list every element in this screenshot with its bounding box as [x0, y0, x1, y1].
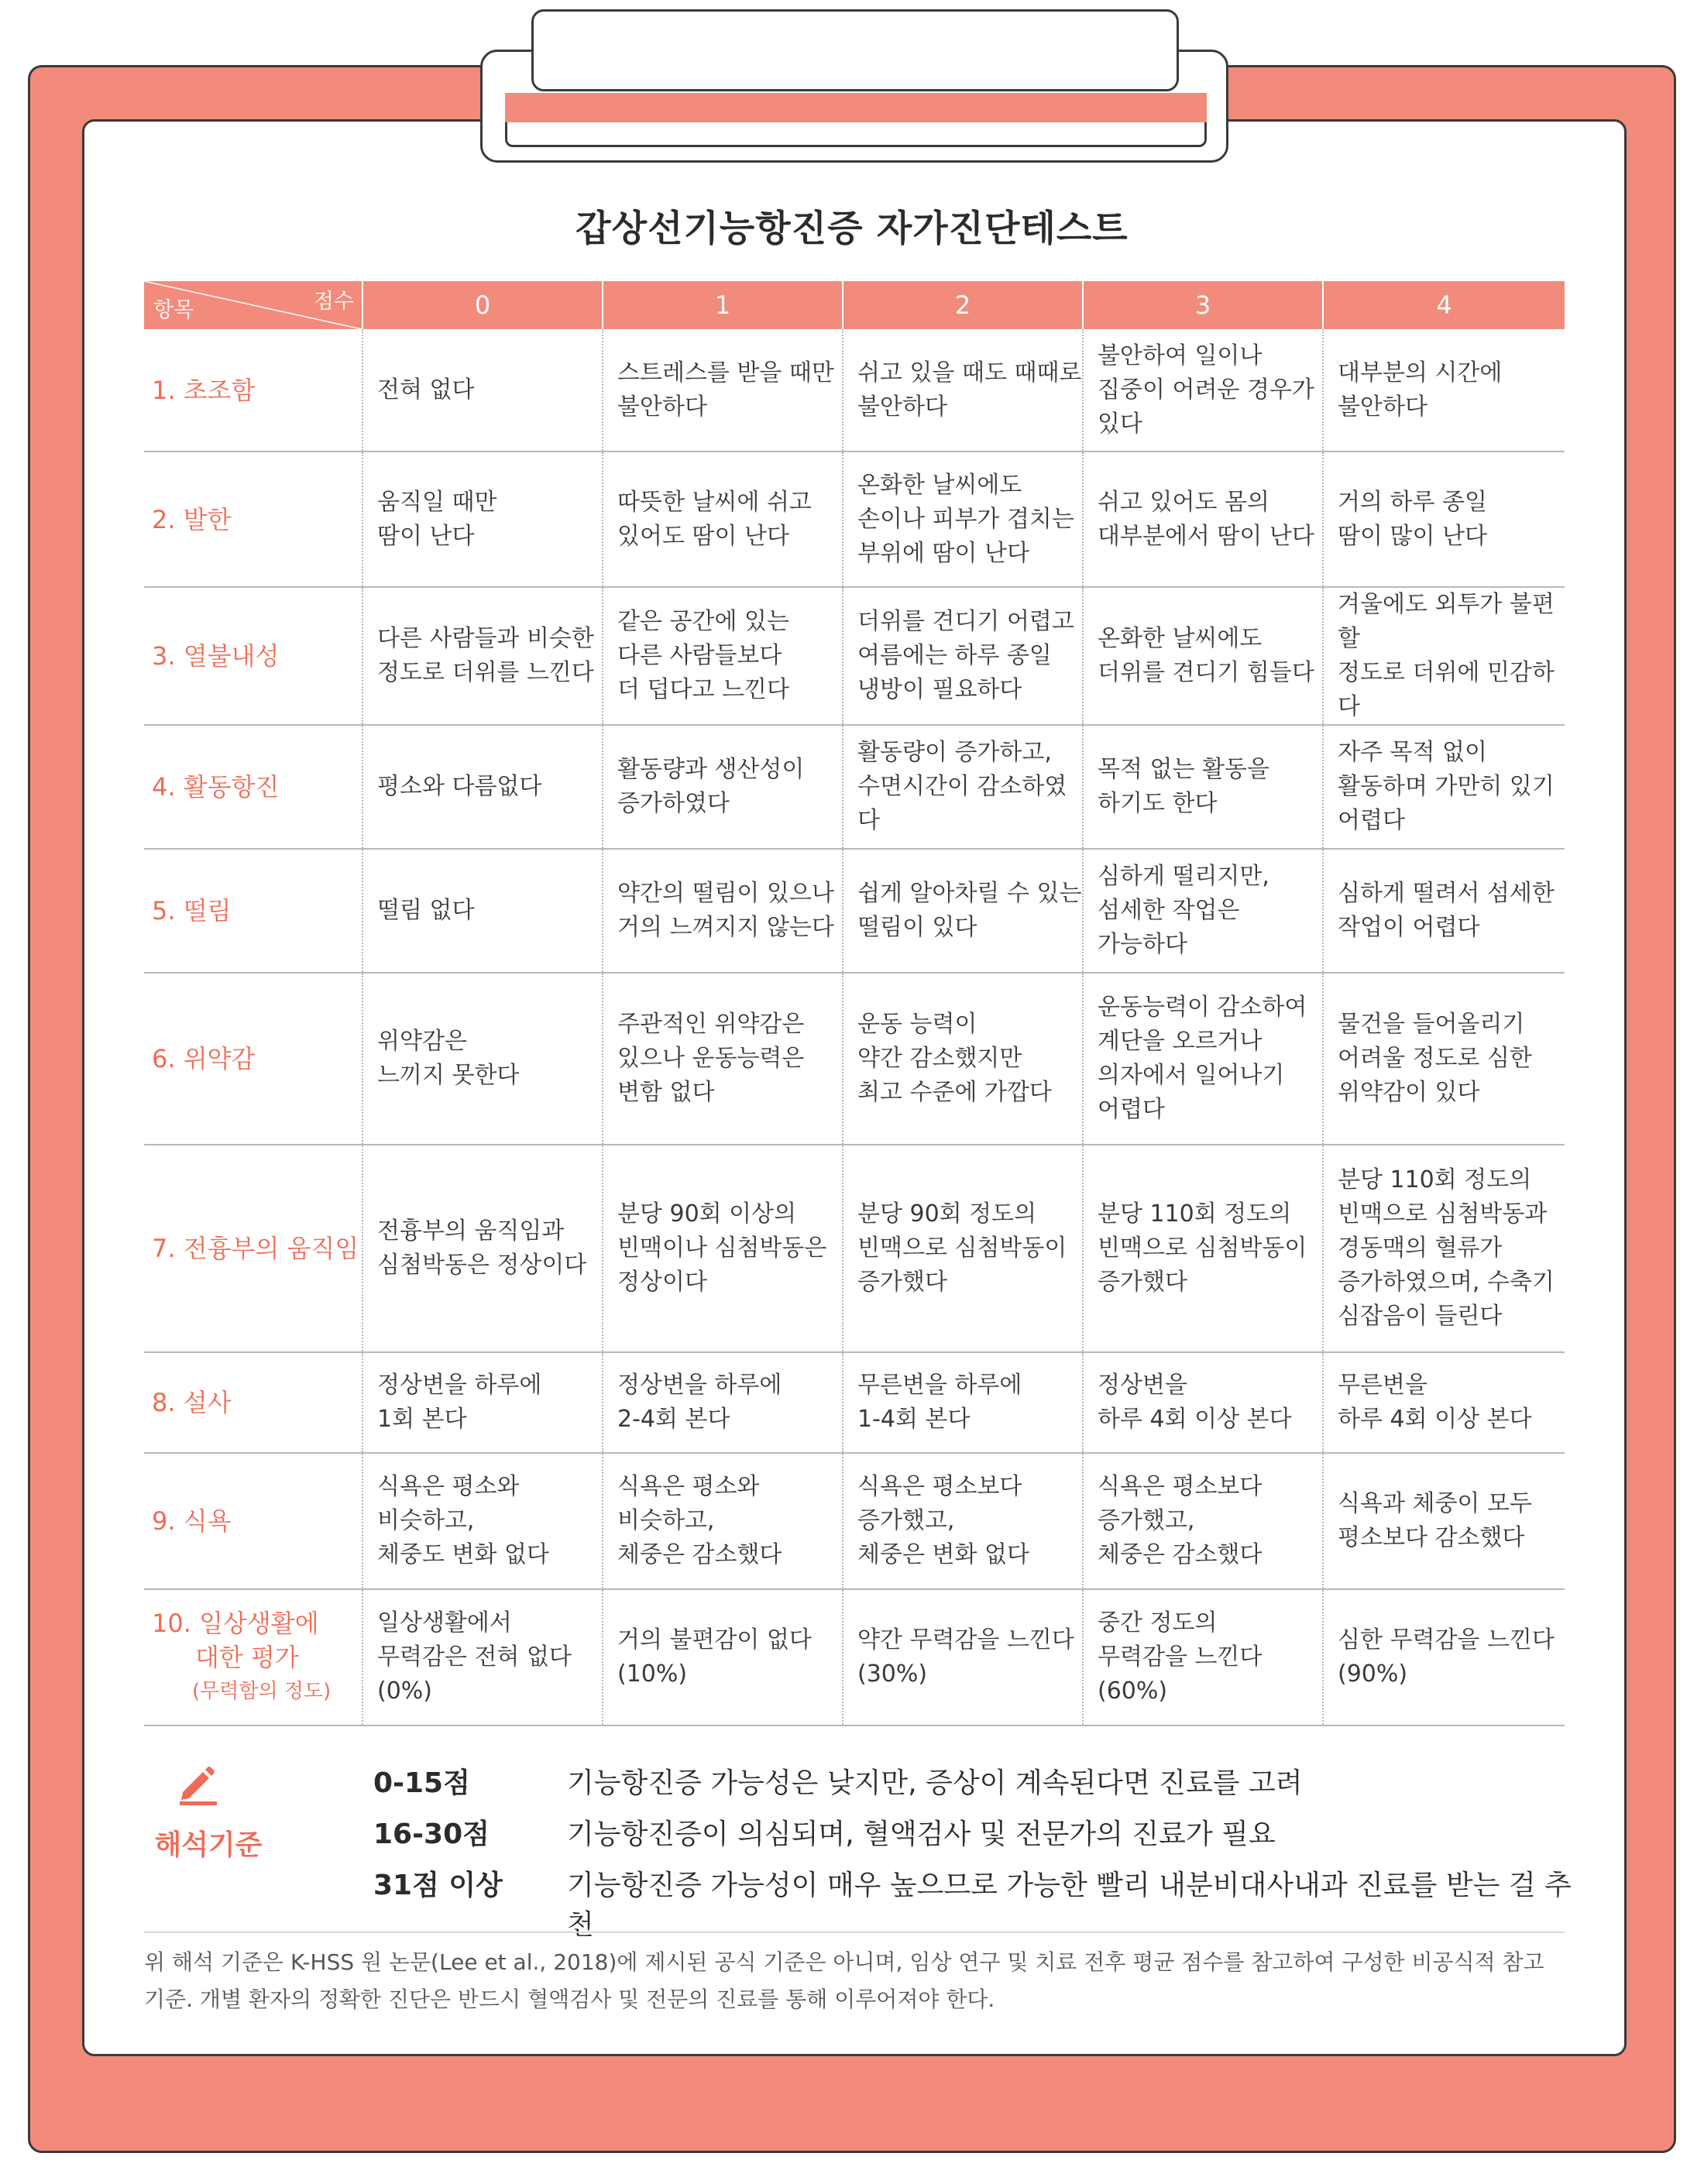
score-cell: 분당 90회 정도의 빈맥으로 심첨박동이 증가했다 [843, 1145, 1083, 1352]
item-label: 10. 일상생활에 [152, 1609, 319, 1638]
score-cell: 쉬고 있어도 몸의 대부분에서 땀이 난다 [1083, 452, 1323, 587]
score-cell: 전혀 없다 [362, 329, 603, 452]
score-cell: 심하게 떨리지만, 섬세한 작업은 가능하다 [1083, 849, 1323, 973]
score-cell: 주관적인 위약감은 있으나 운동능력은 변함 없다 [603, 973, 843, 1145]
score-cell: 더위를 견디기 어렵고 여름에는 하루 종일 냉방이 필요하다 [843, 587, 1083, 725]
table-row [144, 1145, 1565, 1352]
table-row [144, 1352, 1565, 1453]
score-cell: 분당 90회 이상의 빈맥이나 심첨박동은 정상이다 [603, 1145, 843, 1352]
item-cell [144, 329, 362, 452]
self-test-table [144, 281, 1565, 1726]
table-row [144, 587, 1565, 725]
item-label: 1. 초조함 [152, 375, 256, 405]
header-item-label: 항목 [153, 298, 194, 322]
item-cell [144, 452, 362, 587]
item-label: 9. 식욕 [152, 1506, 232, 1536]
criteria-score: 0-15점 [373, 1767, 470, 1799]
score-cell: 정상변을 하루에 1회 본다 [362, 1352, 603, 1453]
score-cell: 무른변을 하루에 1-4회 본다 [843, 1352, 1083, 1453]
score-cell: 분당 110회 정도의 빈맥으로 심첨박동이 증가했다 [1083, 1145, 1323, 1352]
score-cell: 위약감은 느끼지 못한다 [362, 973, 603, 1145]
score-cell: 다른 사람들과 비슷한 정도로 더위를 느낀다 [362, 587, 603, 725]
score-cell: 거의 불편감이 없다 (10%) [603, 1589, 843, 1726]
table-body [144, 329, 1565, 1726]
header-score-label: 점수 [313, 290, 354, 314]
item-cell [144, 1453, 362, 1589]
footnote: 위 해석 기준은 K-HSS 원 논문(Lee et al., 2018)에 제시된 공식 기준은 아니며, 임상 연구 및 치료 전후 평균 점수를 참고하여 구성한 비공식적 참고 기준. 개별 환자의 정확한 진단은 반드시 혈액검사 및 전문의 진료를 통해 이루어져야 한다. [144, 1949, 1544, 2012]
score-cell: 정상변을 하루 4회 이상 본다 [1083, 1352, 1323, 1453]
item-label: 4. 활동항진 [152, 772, 280, 802]
table-row [144, 1453, 1565, 1589]
table-row [144, 725, 1565, 849]
item-cell [144, 973, 362, 1145]
score-cell: 온화한 날씨에도 더위를 견디기 힘들다 [1083, 587, 1323, 725]
criteria-desc: 기능항진증이 의심되며, 혈액검사 및 전문가의 진료가 필요 [567, 1818, 1276, 1850]
item-label: 6. 위약감 [152, 1044, 256, 1073]
item-cell [144, 1589, 362, 1726]
item-label: 5. 떨림 [152, 896, 232, 925]
item-label: 3. 열불내성 [152, 641, 280, 671]
score-cell: 대부분의 시간에 불안하다 [1323, 329, 1565, 452]
item-label: 7. 전흉부의 움직임 [152, 1234, 359, 1263]
score-cell: 중간 정도의 무력감을 느낀다 (60%) [1083, 1589, 1323, 1726]
score-cell: 떨림 없다 [362, 849, 603, 973]
score-cell: 따뜻한 날씨에 쉬고 있어도 땀이 난다 [603, 452, 843, 587]
item-cell [144, 849, 362, 973]
page-title: 갑상선기능항진증 자가진단테스트 [575, 208, 1129, 250]
item-label: 2. 발한 [152, 504, 232, 534]
score-cell: 식욕은 평소보다 증가했고, 체중은 감소했다 [1083, 1453, 1323, 1589]
score-cell: 식욕은 평소보다 증가했고, 체중은 변화 없다 [843, 1453, 1083, 1589]
score-cell: 쉬고 있을 때도 때때로 불안하다 [843, 329, 1083, 452]
interpretation-label: 해석기준 [154, 1829, 263, 1861]
item-label: 대한 평가 [195, 1643, 299, 1672]
score-cell: 물건을 들어올리기 어려울 정도로 심한 위약감이 있다 [1323, 973, 1565, 1145]
clip-lower-frame [505, 122, 1207, 147]
score-cell: 활동량과 생산성이 증가하였다 [603, 725, 843, 849]
score-cell: 목적 없는 활동을 하기도 한다 [1083, 725, 1323, 849]
score-cell: 불안하여 일이나 집중이 어려운 경우가 있다 [1083, 329, 1323, 452]
score-cell: 일상생활에서 무력감은 전혀 없다 (0%) [362, 1589, 603, 1726]
item-sublabel: (무력함의 정도) [192, 1680, 332, 1703]
score-cell: 식욕은 평소와 비슷하고, 체중도 변화 없다 [362, 1453, 603, 1589]
score-cell: 식욕과 체중이 모두 평소보다 감소했다 [1323, 1453, 1565, 1589]
score-cell: 쉽게 알아차릴 수 있는 떨림이 있다 [843, 849, 1083, 973]
criteria-desc: 기능항진증 가능성은 낮지만, 증상이 계속된다면 진료를 고려 [567, 1767, 1303, 1799]
header-score: 0 [362, 281, 603, 329]
clip-stripe [505, 93, 1207, 122]
score-cell: 운동 능력이 약간 감소했지만 최고 수준에 가깝다 [843, 973, 1083, 1145]
score-cell: 심한 무력감을 느낀다 (90%) [1323, 1589, 1565, 1726]
header-score: 2 [843, 281, 1083, 329]
item-cell [144, 1352, 362, 1453]
score-cell: 겨울에도 외투가 불편할 정도로 더위에 민감하다 [1323, 587, 1565, 725]
divider [144, 1932, 1565, 1933]
score-cell: 전흉부의 움직임과 심첨박동은 정상이다 [362, 1145, 603, 1352]
item-cell [144, 725, 362, 849]
score-cell: 심하게 떨려서 섬세한 작업이 어렵다 [1323, 849, 1565, 973]
score-cell: 정상변을 하루에 2-4회 본다 [603, 1352, 843, 1453]
item-cell [144, 587, 362, 725]
criteria-score: 16-30점 [373, 1818, 490, 1850]
score-cell: 분당 110회 정도의 빈맥으로 심첨박동과 경동맥의 혈류가 증가하였으며, 수축기 심잡음이 들린다 [1323, 1145, 1565, 1352]
header-score: 1 [603, 281, 843, 329]
score-cell: 온화한 날씨에도 손이나 피부가 겹치는 부위에 땀이 난다 [843, 452, 1083, 587]
score-cell: 움직일 때만 땀이 난다 [362, 452, 603, 587]
score-cell: 평소와 다름없다 [362, 725, 603, 849]
criteria-score: 31점 이상 [373, 1870, 503, 1901]
score-cell: 무른변을 하루 4회 이상 본다 [1323, 1352, 1565, 1453]
criteria-desc: 기능항진증 가능성이 매우 높으므로 가능한 빨리 내분비대사내과 진료를 받는 걸 추천 [567, 1870, 1572, 1941]
score-cell: 거의 하루 종일 땀이 많이 난다 [1323, 452, 1565, 587]
table-row [144, 973, 1565, 1145]
score-cell: 약간의 떨림이 있으나 거의 느껴지지 않는다 [603, 849, 843, 973]
table-row [144, 849, 1565, 973]
pencil-icon [173, 1760, 220, 1806]
score-cell: 자주 목적 없이 활동하며 가만히 있기 어렵다 [1323, 725, 1565, 849]
header-row [144, 281, 1565, 329]
clip-top [531, 9, 1179, 91]
score-cell: 운동능력이 감소하여 계단을 오르거나 의자에서 일어나기 어렵다 [1083, 973, 1323, 1145]
table-row [144, 452, 1565, 587]
table-row [144, 329, 1565, 452]
score-cell: 식욕은 평소와 비슷하고, 체중은 감소했다 [603, 1453, 843, 1589]
score-cell: 스트레스를 받을 때만 불안하다 [603, 329, 843, 452]
table-row [144, 1589, 1565, 1726]
score-cell: 활동량이 증가하고, 수면시간이 감소하였다 [843, 725, 1083, 849]
item-label: 8. 설사 [152, 1388, 232, 1417]
header-corner [144, 281, 362, 329]
score-cell: 약간 무력감을 느낀다 (30%) [843, 1589, 1083, 1726]
item-cell [144, 1145, 362, 1352]
score-cell: 같은 공간에 있는 다른 사람들보다 더 덥다고 느낀다 [603, 587, 843, 725]
header-score: 3 [1083, 281, 1323, 329]
header-score: 4 [1323, 281, 1565, 329]
